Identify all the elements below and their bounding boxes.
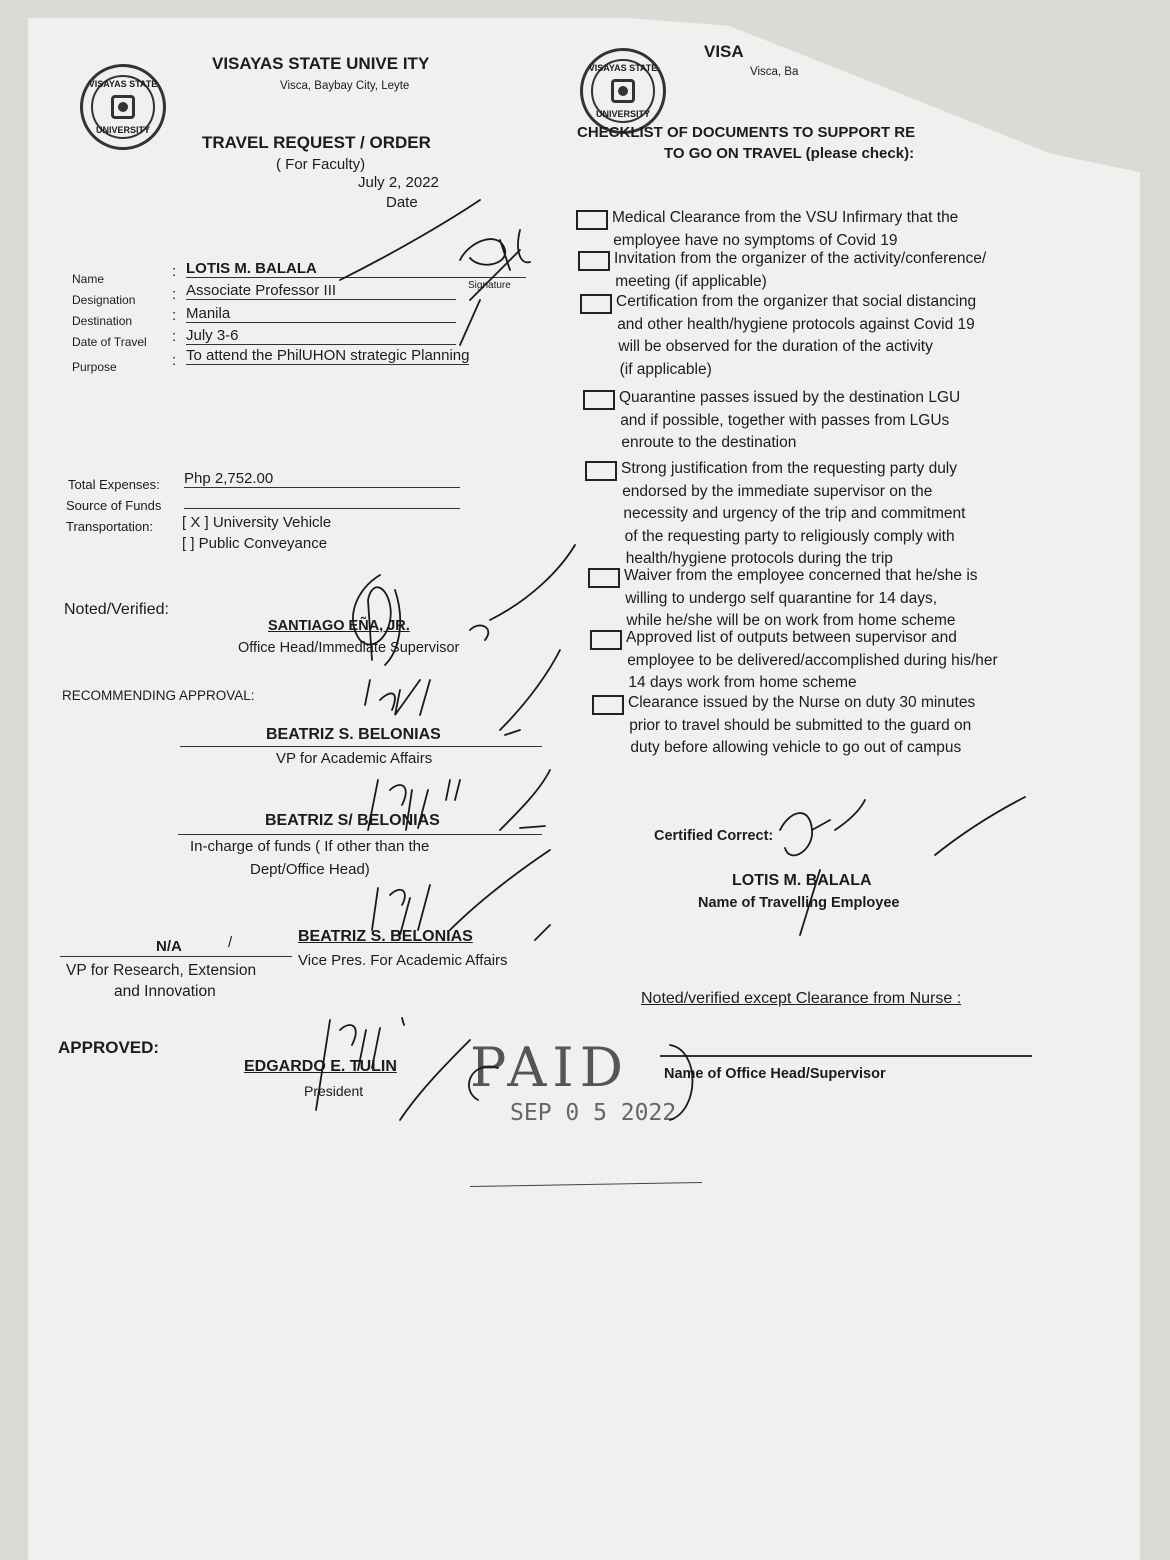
university-name-right: VISA: [704, 42, 744, 61]
checkbox-item-5[interactable]: [585, 461, 617, 481]
field-label-destination: Destination: [72, 314, 133, 328]
recommender-1-title: VP for Academic Affairs: [276, 750, 433, 767]
field-value-purpose: To attend the PhilUHON strategic Planning: [186, 347, 470, 364]
total-expenses-label: Total Expenses:: [68, 477, 160, 492]
university-seal-right: VISAYAS STATE UNIVERSITY: [580, 48, 666, 134]
checklist-item-7-line-2: employee to be delivered/accomplished during his/her: [627, 651, 998, 669]
university-name-left: VISAYAS STATE UNIVE ITY: [212, 54, 430, 73]
request-date: July 2, 2022: [358, 174, 439, 191]
checklist-item-4-line-3: enroute to the destination: [621, 434, 797, 451]
checklist-item-3-line-2: and other health/hygiene protocols against Covid 19: [617, 315, 975, 333]
source-of-funds-label: Source of Funds: [66, 498, 162, 513]
checklist-title-line2: TO GO ON TRAVEL (please check):: [664, 145, 915, 162]
checkbox-item-6[interactable]: [588, 568, 620, 588]
checklist-item-5-line-2: endorsed by the immediate supervisor on the: [622, 482, 933, 500]
checkbox-item-8[interactable]: [592, 695, 624, 715]
office-head-signature-line: [660, 1055, 1032, 1057]
field-label-designation: Designation: [72, 293, 136, 307]
checklist-item-5-line-1: Strong justification from the requesting party duly: [621, 460, 958, 477]
paid-stamp-date: SEP 0 5 2022: [510, 1100, 677, 1126]
president-title: President: [304, 1083, 364, 1099]
checkbox-item-1[interactable]: [576, 210, 608, 230]
paid-stamp-text: PAID: [470, 1036, 629, 1099]
na-value: N/A: [156, 938, 182, 955]
checklist-item-2-line-1: Invitation from the organizer of the activity/conference/: [614, 250, 987, 267]
recommender-3-title: Vice Pres. For Academic Affairs: [298, 952, 508, 969]
checklist-item-5-line-5: health/hygiene protocols during the trip: [625, 550, 893, 567]
checkbox-item-3[interactable]: [580, 294, 612, 314]
recommender-2-title-line2: Dept/Office Head): [250, 861, 370, 878]
checkbox-item-7[interactable]: [590, 630, 622, 650]
transport-option-public-conveyance: [ ] Public Conveyance: [182, 535, 328, 552]
vp-research-title-line1: VP for Research, Extension: [66, 962, 257, 979]
noted-except-nurse-label: Noted/verified except Clearance from Nurse :: [641, 990, 962, 1007]
office-head-label: Name of Office Head/Supervisor: [664, 1066, 886, 1082]
noted-verified-label: Noted/Verified:: [64, 601, 169, 618]
recommender-3-name: BEATRIZ S. BELONIAS: [298, 928, 473, 945]
recommender-1-name: BEATRIZ S. BELONIAS: [266, 726, 441, 743]
total-expenses-value: Php 2,752.00: [184, 470, 460, 488]
recommender-2-title-line1: In-charge of funds ( If other than the: [190, 838, 430, 855]
university-address-left: Visca, Baybay City, Leyte: [280, 80, 410, 92]
recommending-approval-label: RECOMMENDING APPROVAL:: [62, 688, 255, 703]
checkbox-item-2[interactable]: [578, 251, 610, 271]
checklist-item-2-line-2: meeting (if applicable): [615, 272, 767, 290]
checklist-item-6-line-1: Waiver from the employee concerned that he/she is: [624, 567, 978, 584]
seal-emblem-icon: [111, 95, 135, 119]
checklist-item-1-line-2: employee have no symptoms of Covid 19: [613, 231, 898, 249]
form-subtitle: ( For Faculty): [276, 156, 366, 173]
na-slash: /: [228, 934, 233, 951]
field-value-name: LOTIS M. BALALA: [186, 260, 526, 278]
source-of-funds-line: [184, 508, 460, 509]
checklist-item-5-line-3: necessity and urgency of the trip and commitment: [623, 505, 966, 522]
vp-research-title-line2: and Innovation: [114, 983, 216, 1000]
checklist-item-7-line-3: 14 days work from home scheme: [628, 674, 857, 691]
checklist-item-6-line-3: while he/she will be on work from home scheme: [626, 612, 956, 629]
approved-label: APPROVED:: [58, 1038, 160, 1057]
university-seal-left: VISAYAS STATE UNIVERSITY: [80, 64, 166, 150]
checkbox-item-4[interactable]: [583, 390, 615, 410]
checklist-item-4-line-1: Quarantine passes issued by the destination LGU: [619, 389, 961, 406]
seal-emblem-icon: [611, 79, 635, 103]
certified-correct-label: Certified Correct:: [654, 828, 774, 844]
recommender-2-name: BEATRIZ S/ BELONIAS: [265, 812, 440, 829]
checklist-item-7-line-1: Approved list of outputs between supervisor and: [626, 629, 957, 646]
checklist-title-line1: CHECKLIST OF DOCUMENTS TO SUPPORT RE: [577, 124, 916, 141]
checklist-item-4-line-2: and if possible, together with passes from LGUs: [620, 411, 950, 429]
transportation-label: Transportation:: [66, 519, 153, 534]
checklist-item-6-line-2: willing to undergo self quarantine for 14 days,: [625, 589, 938, 607]
form-title: TRAVEL REQUEST / ORDER: [202, 133, 431, 152]
signature-label: Signature: [468, 280, 511, 291]
travelling-employee-label: Name of Travelling Employee: [698, 895, 900, 911]
checklist-item-3-line-3: will be observed for the duration of the activity: [618, 338, 933, 355]
field-label-date-of-travel: Date of Travel: [72, 335, 147, 349]
field-label-name: Name: [72, 272, 105, 286]
checklist-item-5-line-4: of the requesting party to religiously comply with: [624, 527, 955, 545]
request-date-label: Date: [386, 194, 418, 211]
field-value-date-of-travel: July 3-6: [186, 327, 456, 345]
travelling-employee-name: LOTIS M. BALALA: [732, 872, 872, 889]
checklist-item-3-line-4: (if applicable): [619, 360, 712, 378]
president-name: EDGARDO E. TULIN: [244, 1058, 397, 1075]
checklist-item-8-line-2: prior to travel should be submitted to the guard on: [629, 716, 972, 734]
supervisor-name: SANTIAGO EÑA, JR.: [268, 618, 410, 634]
checklist-item-8-line-3: duty before allowing vehicle to go out of campus: [630, 739, 962, 756]
field-label-purpose: Purpose: [72, 360, 117, 374]
university-address-right: Visca, Ba: [750, 66, 799, 78]
checklist-item-3-line-1: Certification from the organizer that social distancing: [616, 293, 977, 310]
checklist-item-1-line-1: Medical Clearance from the VSU Infirmary that the: [612, 209, 959, 226]
transport-option-university-vehicle: [ X ] University Vehicle: [182, 514, 332, 531]
checklist-item-8-line-1: Clearance issued by the Nurse on duty 30 minutes: [628, 694, 976, 711]
supervisor-title: Office Head/Immediate Supervisor: [238, 640, 460, 656]
field-value-destination: Manila: [186, 305, 456, 323]
field-value-designation: Associate Professor III: [186, 282, 456, 300]
